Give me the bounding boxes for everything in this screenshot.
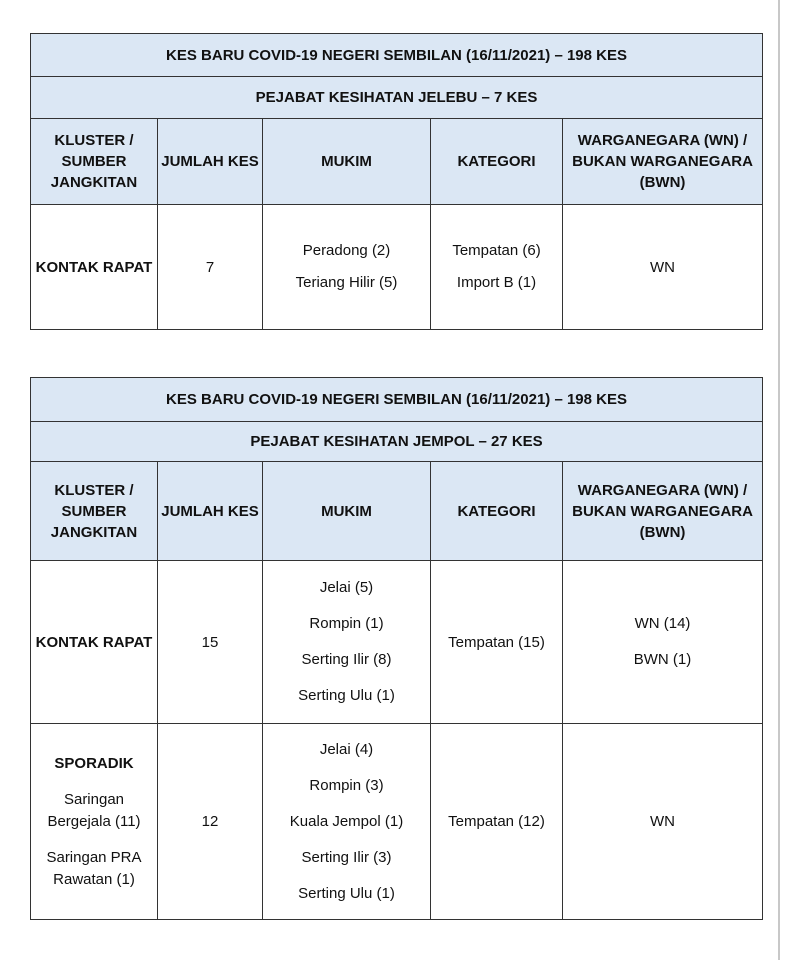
header-kluster: KLUSTER / SUMBER JANGKITAN: [31, 462, 158, 561]
cell-warganegara: WN: [563, 205, 763, 330]
cell-mukim: [263, 205, 431, 330]
header-kluster: KLUSTER / SUMBER JANGKITAN: [31, 119, 158, 205]
cell-kluster: KONTAK RAPAT: [31, 205, 158, 330]
table-title: KES BARU COVID-19 NEGERI SEMBILAN (16/11/2021) – 198 KES: [31, 34, 763, 77]
table-subtitle: PEJABAT KESIHATAN JELEBU – 7 KES: [31, 77, 763, 119]
mukim-item: Jelai (4): [319, 740, 374, 758]
mukim-item: Serting Ulu (1): [298, 884, 395, 902]
page-edge-divider: [778, 0, 780, 960]
cell-kluster: KONTAK RAPAT: [31, 561, 158, 724]
mukim-item: Teriang Hilir (5): [295, 274, 398, 291]
cell-kategori: [431, 205, 563, 330]
kluster-detail: Saringan PRA Rawatan (1): [46, 848, 142, 888]
mukim-item: Serting Ulu (1): [298, 687, 395, 704]
table-title: KES BARU COVID-19 NEGERI SEMBILAN (16/11/2021) – 198 KES: [31, 378, 763, 422]
cell-mukim: [263, 724, 431, 920]
warga-item: BWN (1): [633, 651, 692, 668]
cell-kluster: [31, 724, 158, 920]
warga-item: WN (14): [634, 615, 691, 632]
kluster-detail: Saringan Bergejala (11): [47, 790, 141, 830]
header-mukim: MUKIM: [263, 462, 431, 561]
cell-jumlah: 12: [158, 724, 263, 920]
header-jumlah: JUMLAH KES: [158, 462, 263, 561]
header-warganegara: WARGANEGARA (WN) / BUKAN WARGANEGARA (BWN): [563, 462, 763, 561]
kluster-label: SPORADIK: [54, 754, 134, 772]
mukim-item: Peradong (2): [302, 242, 391, 259]
header-mukim: MUKIM: [263, 119, 431, 205]
table-subtitle: PEJABAT KESIHATAN JEMPOL – 27 KES: [31, 422, 763, 462]
header-kategori: KATEGORI: [431, 119, 563, 205]
mukim-item: Kuala Jempol (1): [289, 812, 404, 830]
table-row: [31, 724, 763, 920]
header-jumlah: JUMLAH KES: [158, 119, 263, 205]
cell-kategori: Tempatan (12): [431, 724, 563, 920]
cell-jumlah: 15: [158, 561, 263, 724]
header-warganegara: WARGANEGARA (WN) / BUKAN WARGANEGARA (BWN): [563, 119, 763, 205]
mukim-item: Serting Ilir (8): [301, 651, 392, 668]
cell-mukim: [263, 561, 431, 724]
jelebu-case-table: [30, 33, 763, 330]
kategori-item: Tempatan (6): [452, 242, 541, 259]
cell-warganegara: WN: [563, 724, 763, 920]
mukim-item: Jelai (5): [319, 579, 374, 596]
table-row: [31, 561, 763, 724]
header-kategori: KATEGORI: [431, 462, 563, 561]
jempol-case-table: [30, 377, 763, 920]
table-row: [31, 205, 763, 330]
kategori-item: Import B (1): [456, 274, 537, 291]
mukim-item: Rompin (3): [309, 776, 384, 794]
mukim-item: Rompin (1): [309, 615, 384, 632]
cell-kategori: Tempatan (15): [431, 561, 563, 724]
cell-jumlah: 7: [158, 205, 263, 330]
mukim-item: Serting Ilir (3): [301, 848, 392, 866]
cell-warganegara: [563, 561, 763, 724]
